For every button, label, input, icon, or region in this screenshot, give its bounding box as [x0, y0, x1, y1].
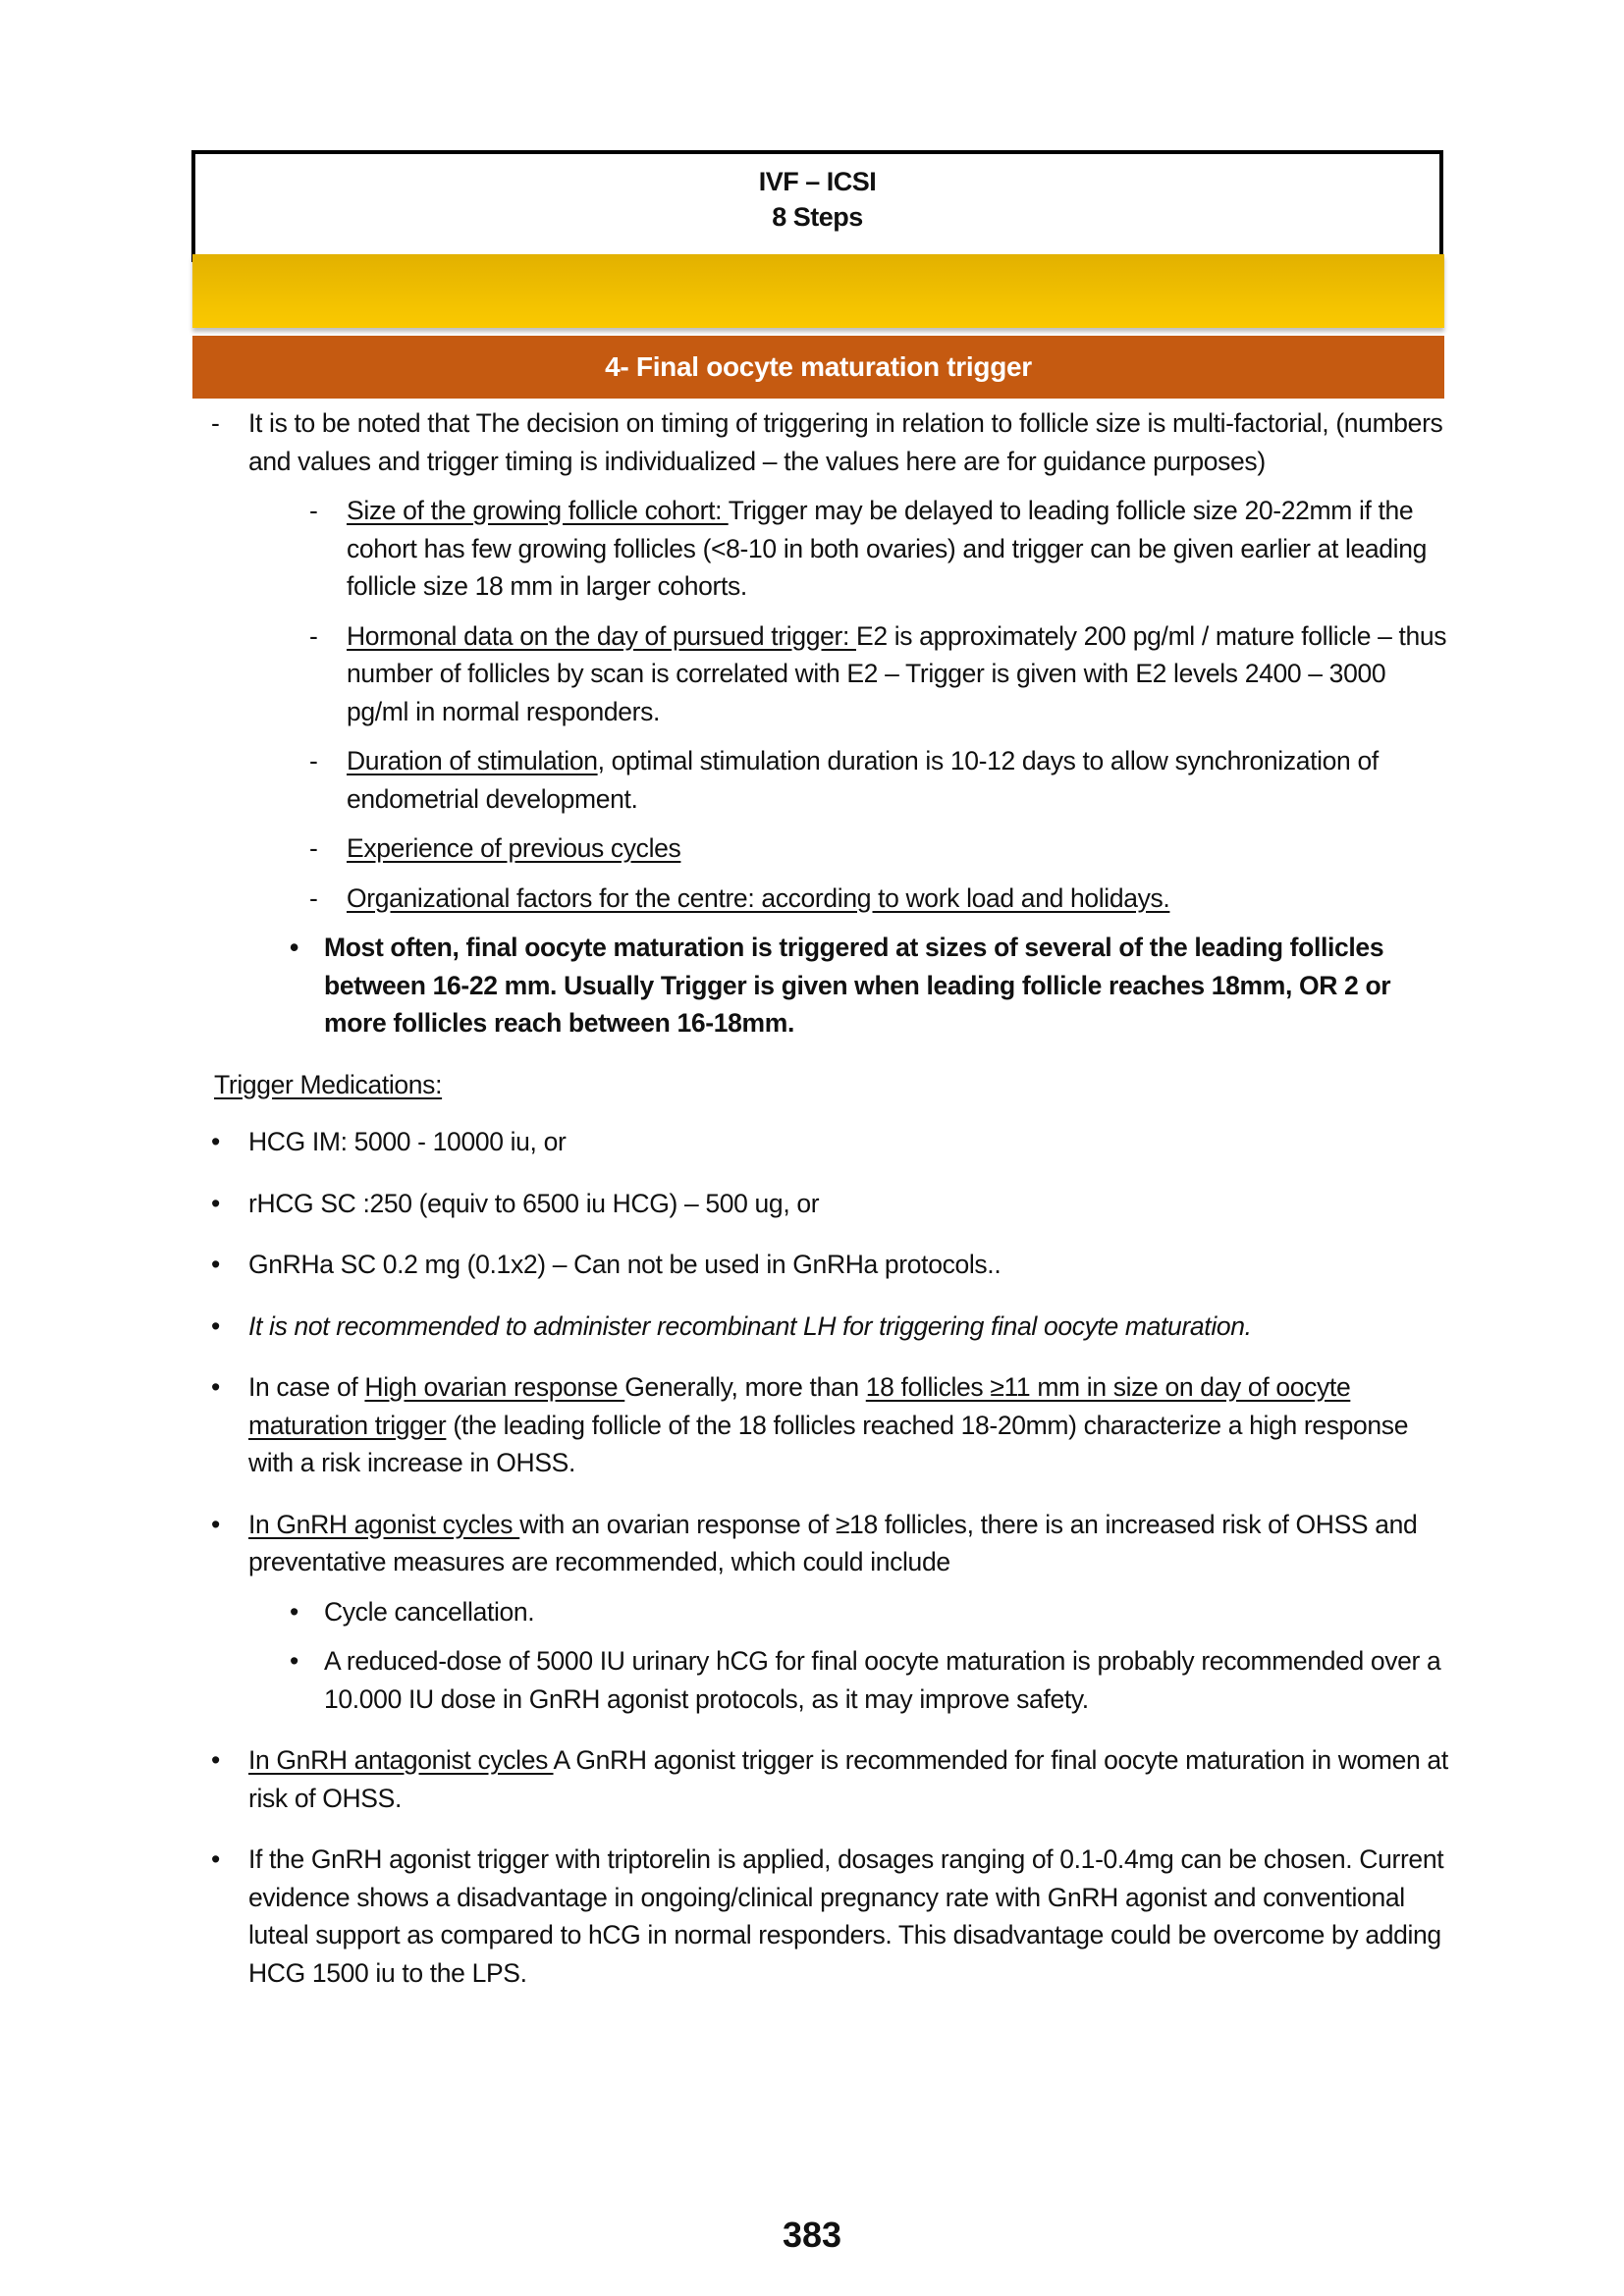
- intro-paragraph: - It is to be noted that The decision on timing of triggering in relation to follicle size is multi-factorial, (numbers and values and trigger timing is individualized – the values here are for guidance purposes): [211, 404, 1448, 480]
- factor-item: [211, 829, 1448, 868]
- antagonist-cycles-label: In GnRH antagonist cycles: [248, 1745, 554, 1775]
- antagonist-cycles-item: • In GnRH antagonist cycles A GnRH agonist trigger is recommended for final oocyte maturation in women at risk of OHSS.: [211, 1741, 1448, 1817]
- factor-label: Size of the growing follicle cohort:: [347, 496, 729, 525]
- agonist-cycles-label: In GnRH agonist cycles: [248, 1509, 520, 1539]
- document-subtitle: 8 Steps: [772, 202, 863, 232]
- medication-item: • HCG IM: 5000 - 10000 iu, or: [211, 1123, 1448, 1161]
- section-title: 4- Final oocyte maturation trigger: [192, 336, 1444, 399]
- dash-marker: -: [211, 408, 220, 438]
- medication-note: • It is not recommended to administer recombinant LH for triggering final oocyte maturation.: [211, 1308, 1448, 1346]
- bullet-marker: •: [211, 1844, 220, 1874]
- decorative-gold-band: [192, 254, 1444, 328]
- factor-item: - Hormonal data on the day of pursued trigger: E2 is approximately 200 pg/ml / mature follicle – thus number of follicles by scan is correlated with E2 – Trigger is given with E2 levels 2400 – 3000 pg/ml in normal responders.: [211, 617, 1448, 731]
- bullet-marker: •: [211, 1250, 220, 1279]
- high-response-label: High ovarian response: [364, 1372, 625, 1402]
- dash-marker: -: [309, 833, 318, 863]
- follicle-threshold-label: 18 follicles ≥11 mm in size on day of oocyte maturation trigger: [248, 1372, 1351, 1440]
- factor-label: Experience of previous cycles: [347, 833, 681, 863]
- document-title: IVF – ICSI: [758, 167, 877, 196]
- bullet-marker: •: [211, 1127, 220, 1156]
- factor-item: [211, 880, 1448, 918]
- bullet-marker: •: [211, 1509, 220, 1539]
- dash-marker: -: [309, 620, 318, 651]
- factor-item: - Size of the growing follicle cohort: Trigger may be delayed to leading follicle size 20-22mm if the cohort has few growing follicles (<8-10 in both ovaries) and trigger can be given earlier at leading follicle size 18 mm in larger cohorts.: [211, 492, 1448, 606]
- dash-marker: -: [309, 746, 318, 775]
- agonist-measure-item: • A reduced-dose of 5000 IU urinary hCG for final oocyte maturation is probably recommended over a 10.000 IU dose in GnRH agonist protocols, as it may improve safety.: [211, 1642, 1448, 1718]
- dash-marker: -: [309, 496, 318, 525]
- bullet-marker: •: [211, 1310, 220, 1341]
- triptorelin-item: • If the GnRH agonist trigger with triptorelin is applied, dosages ranging of 0.1-0.4mg can be chosen. Current evidence shows a disadvantage in ongoing/clinical pregnancy rate with GnRH agonist and conventional luteal support as compared to hCG in normal responders. This disadvantage could be overcome by adding HCG 1500 iu to the LPS.: [211, 1841, 1448, 1992]
- agonist-measure-item: • Cycle cancellation.: [211, 1593, 1448, 1631]
- document-title-box: [191, 150, 1443, 262]
- bullet-marker: •: [211, 1188, 220, 1218]
- dash-marker: -: [309, 882, 318, 913]
- factor-label: Duration of stimulation: [347, 746, 598, 775]
- section-body: [211, 404, 1448, 2003]
- bullet-marker: •: [211, 1372, 220, 1402]
- medication-item: • rHCG SC :250 (equiv to 6500 iu HCG) – 500 ug, or: [211, 1185, 1448, 1223]
- bullet-marker: •: [290, 1596, 298, 1627]
- high-response-item: • In case of High ovarian response Generally, more than 18 follicles ≥11 mm in size on day of oocyte maturation trigger (the leading follicle of the 18 follicles reached 18-20mm) characterize a high response with a risk increase in OHSS.: [211, 1368, 1448, 1482]
- medications-heading: Trigger Medications:: [214, 1069, 443, 1099]
- agonist-cycles-item: • In GnRH agonist cycles with an ovarian response of ≥18 follicles, there is an increased risk of OHSS and preventative measures are recommended, which could include: [211, 1506, 1448, 1581]
- factor-label: Organizational factors for the centre: according to work load and holidays.: [347, 882, 1170, 913]
- page-number: 383: [782, 2215, 842, 2255]
- bullet-marker: •: [290, 1646, 298, 1676]
- key-point: • Most often, final oocyte maturation is triggered at sizes of several of the leading follicles between 16-22 mm. Usually Trigger is given when leading follicle reaches 18mm, OR 2 or more follicles reach between 16-18mm.: [211, 929, 1448, 1042]
- bullet-marker: •: [290, 933, 298, 962]
- bullet-marker: •: [211, 1745, 220, 1775]
- medication-item: • GnRHa SC 0.2 mg (0.1x2) – Can not be used in GnRHa protocols..: [211, 1246, 1448, 1284]
- factor-item: - Duration of stimulation, optimal stimulation duration is 10-12 days to allow synchronization of endometrial development.: [211, 742, 1448, 818]
- factor-label: Hormonal data on the day of pursued trigger:: [347, 620, 856, 651]
